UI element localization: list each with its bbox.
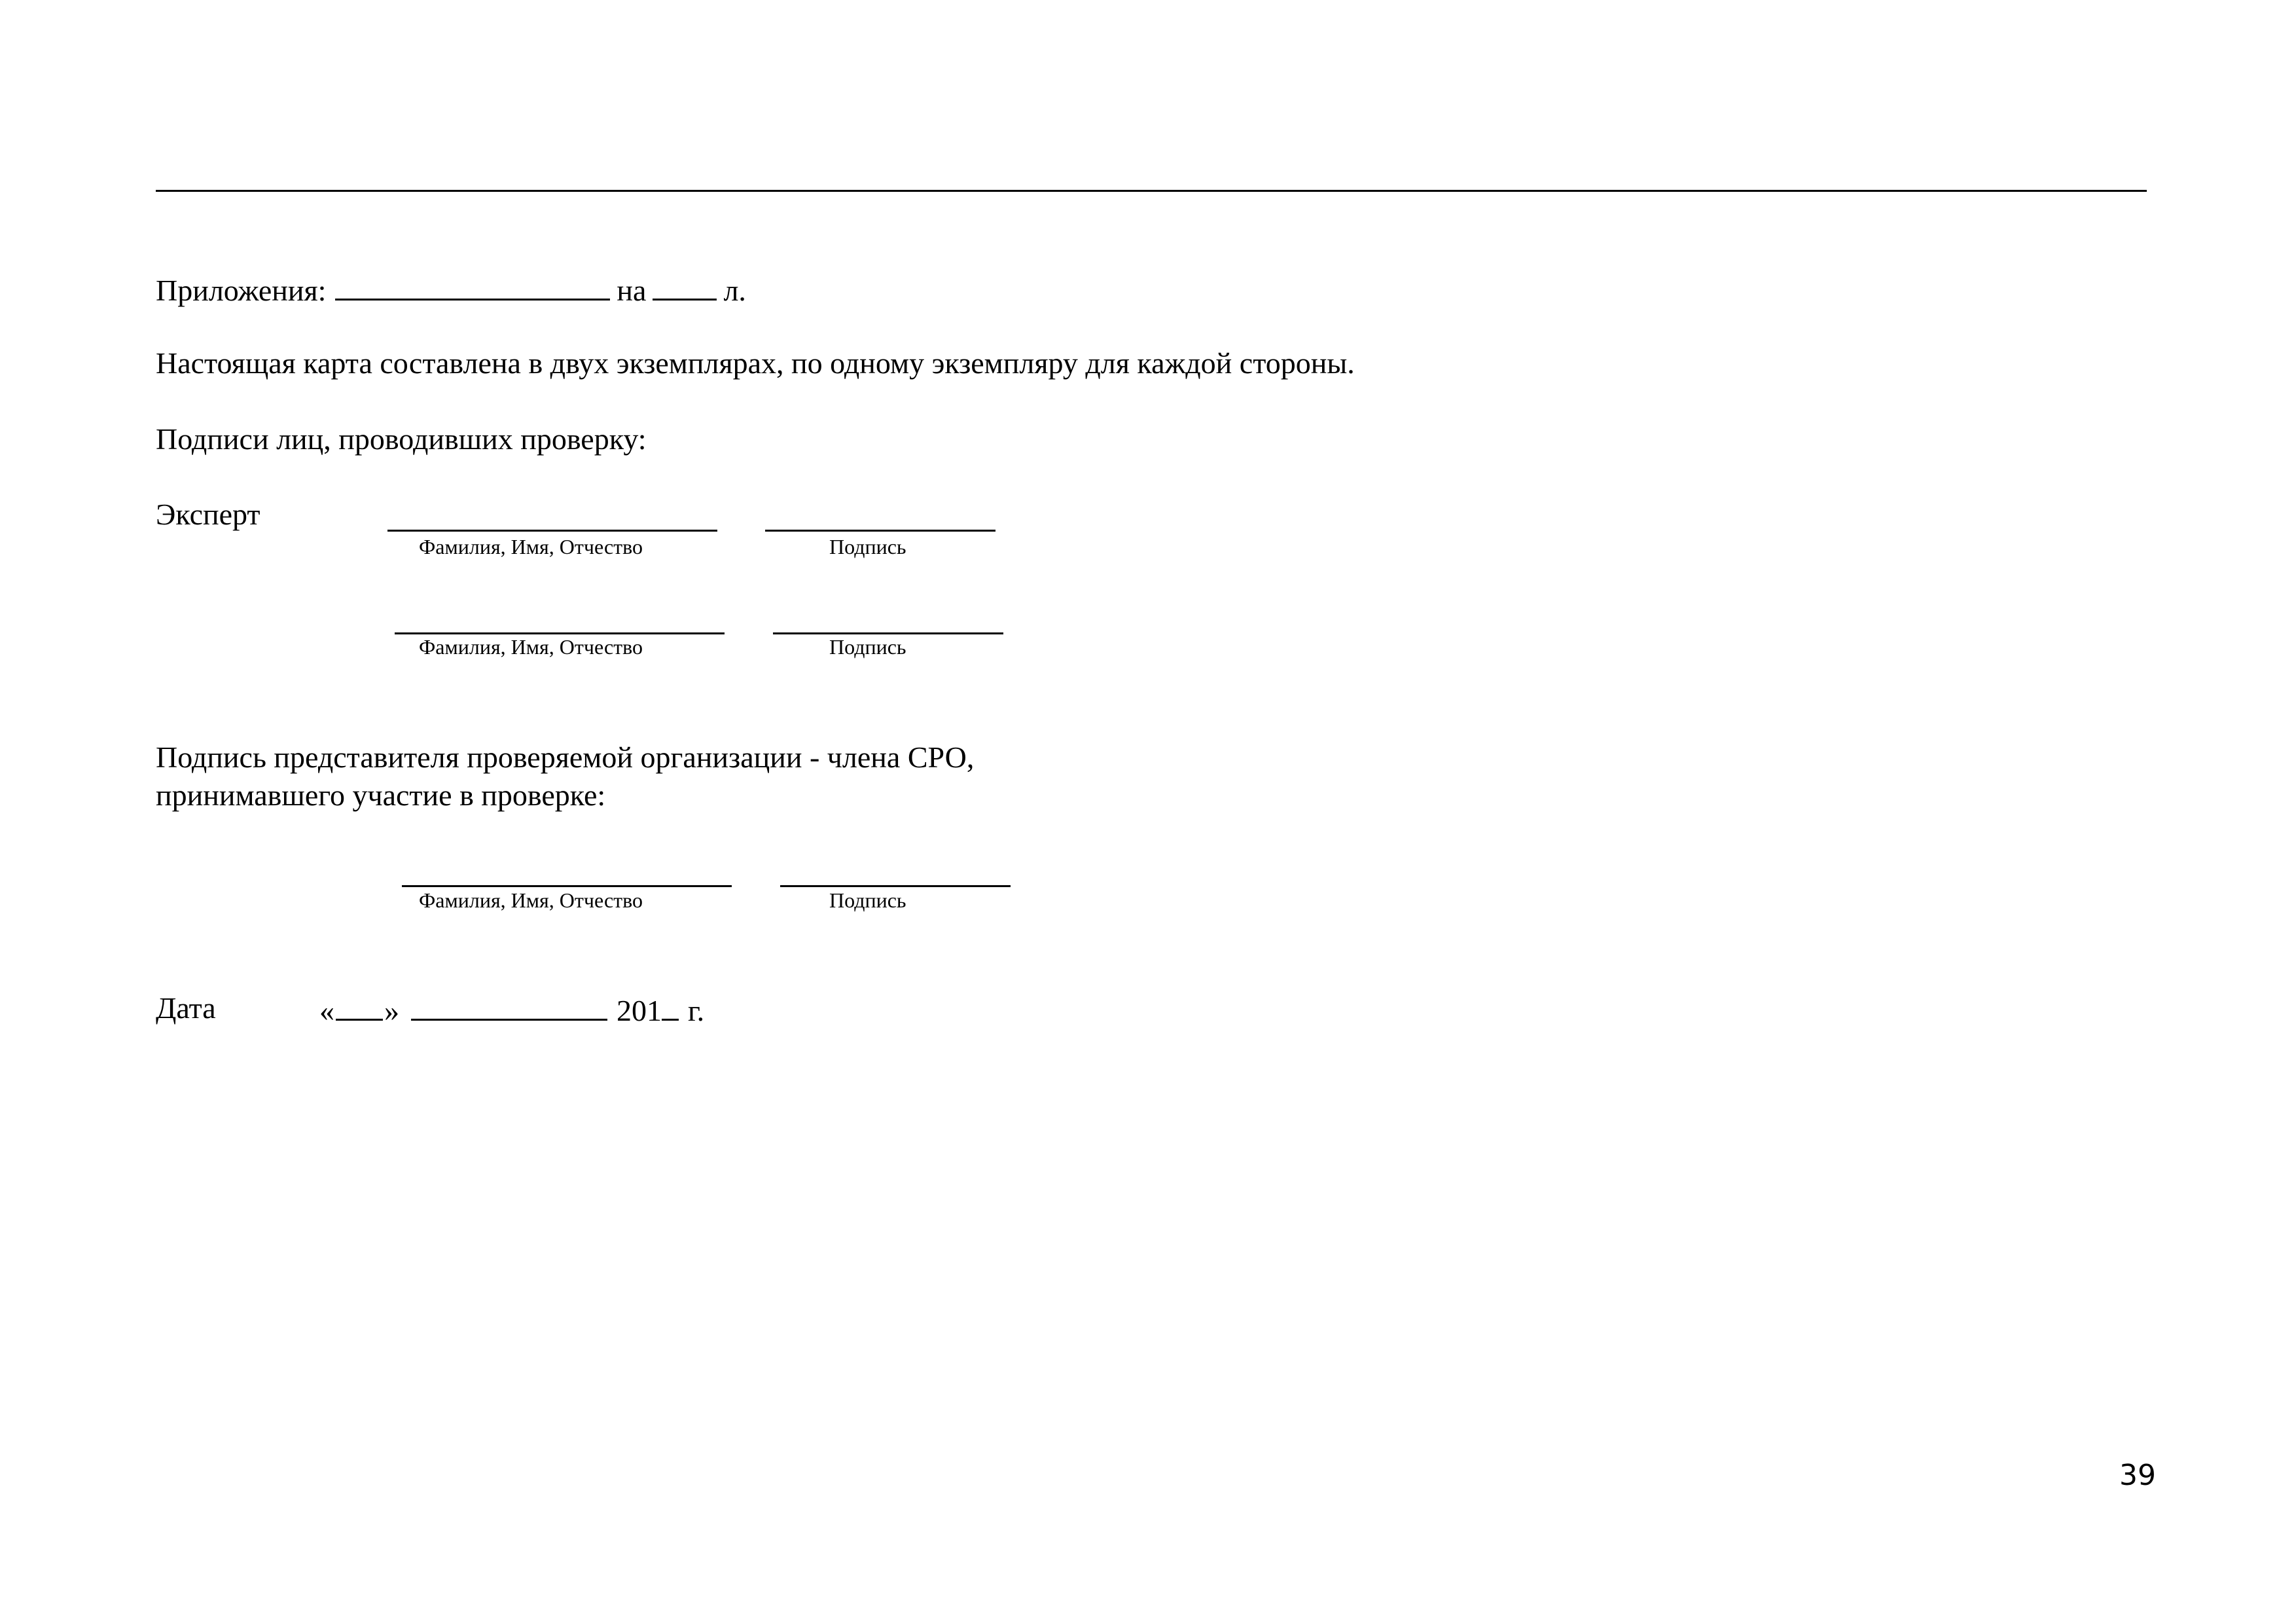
- expert-2-name-line: [395, 632, 725, 634]
- attachments-label: Приложения:: [156, 274, 327, 307]
- representative-heading-line-2: принимавшего участие в проверке:: [156, 778, 606, 812]
- expert-1-signature-caption: Подпись: [829, 535, 906, 558]
- attachments-on-text: на: [617, 274, 647, 307]
- representative-signature-caption: Подпись: [829, 888, 906, 912]
- representative-name-caption: Фамилия, Имя, Отчество: [419, 888, 643, 912]
- sheets-abbrev: л.: [723, 274, 746, 307]
- expert-2-signature-line: [773, 632, 1003, 634]
- page-number: 39: [2119, 1459, 2156, 1492]
- date-close-quote: »: [384, 994, 399, 1027]
- expert-1-name-line: [387, 530, 717, 532]
- attachments-line: [156, 270, 746, 309]
- inspectors-heading: Подписи лиц, проводивших проверку:: [156, 422, 647, 456]
- year-digit-blank: [662, 990, 679, 1021]
- copies-statement: Настоящая карта составлена в двух экземплярах, по одному экземпляру для каждой стороны.: [156, 346, 1355, 380]
- date-field: [319, 990, 704, 1029]
- day-blank: [336, 990, 383, 1021]
- expert-1-signature-line: [765, 530, 996, 532]
- top-divider: [156, 190, 2147, 192]
- representative-heading-line-1: Подпись представителя проверяемой организации - члена СРО,: [156, 740, 975, 774]
- expert-2-name-caption: Фамилия, Имя, Отчество: [419, 635, 643, 659]
- sheets-count-blank: [653, 270, 717, 301]
- expert-label: Эксперт: [156, 498, 260, 531]
- representative-signature-line: [780, 885, 1011, 887]
- date-open-quote: «: [319, 994, 334, 1027]
- expert-2-signature-caption: Подпись: [829, 635, 906, 659]
- year-suffix: г.: [688, 994, 705, 1027]
- expert-1-name-caption: Фамилия, Имя, Отчество: [419, 535, 643, 558]
- representative-name-line: [402, 885, 732, 887]
- attachments-blank: [335, 270, 610, 301]
- year-prefix: 201: [617, 994, 662, 1027]
- date-label: Дата: [156, 991, 216, 1025]
- month-blank: [411, 990, 607, 1021]
